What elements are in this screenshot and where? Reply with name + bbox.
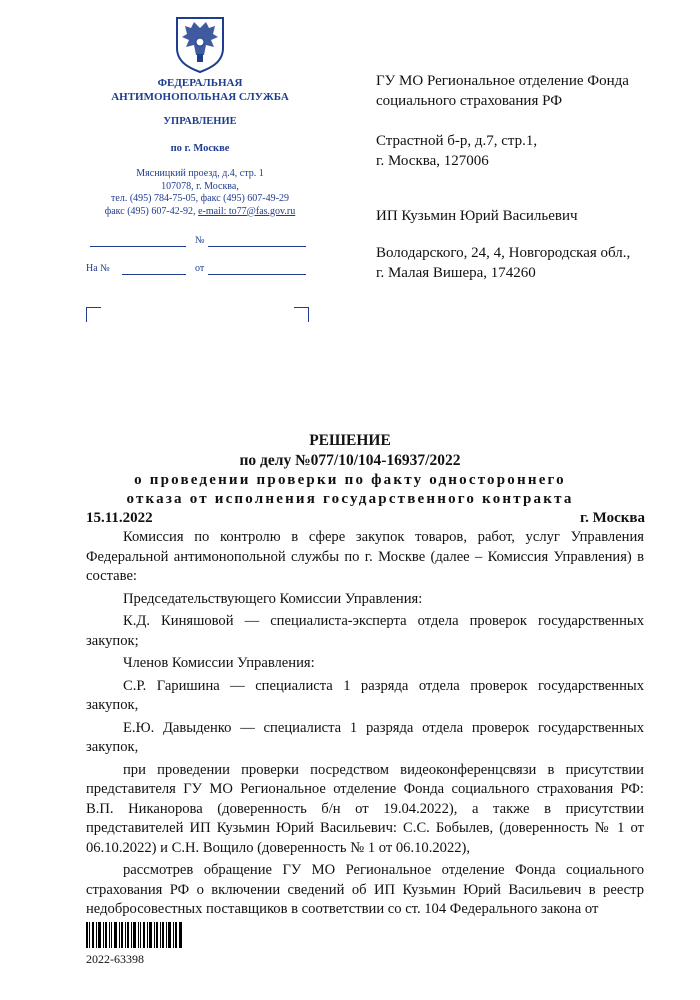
address-corner-right — [294, 307, 309, 322]
outgoing-number-blank — [90, 246, 186, 247]
paragraph-commission: Комиссия по контролю в сфере закупок товаров, работ, услуг Управления Федеральной антимонопольной службы по г. Москве (далее – Комиссия Управления) в составе: — [86, 529, 644, 584]
email-link[interactable]: e-mail: to77@fas.gov.ru — [198, 205, 296, 217]
address-corner-left — [86, 307, 101, 322]
department-title: УПРАВЛЕНИЕ — [163, 116, 237, 127]
number-sign: № — [195, 235, 205, 246]
paragraph-member-2: Е.Ю. Давыденко — специалиста 1 разряда отдела проверок государственных закупок, — [86, 719, 644, 755]
organization-name: ФЕДЕРАЛЬНАЯ АНТИМОНОПОЛЬНАЯ СЛУЖБА — [111, 77, 289, 103]
department-city: по г. Москве — [170, 143, 230, 154]
paragraph-attendance: при проведении проверки посредством видеоконференцсвязи в присутствии представителя ГУ МО Региональное отделение Фонда социального страхования РФ: В.П. Никанорова (доверенность б/н от 19.04.2022), а также в присутствии представителей ИП Кузьмин Юрий Васильевич: С.С. Бобылев, (доверенность № 1 от 06.10.2022) и С.Н. Вощило (доверенность № 1 от 06.10.2022), — [86, 761, 644, 856]
reference-number-label: На № — [86, 263, 110, 274]
paragraph-chair-heading: Председательствующего Комиссии Управления: — [123, 590, 423, 607]
reference-date-label: от — [195, 263, 205, 274]
recipient-2: ИП Кузьмин Юрий Васильевич — [376, 208, 578, 224]
paragraph-members-heading: Членов Комиссии Управления: — [123, 655, 315, 671]
body-text — [86, 528, 644, 923]
case-number: по делу №077/10/104-16937/2022 — [239, 452, 461, 469]
recipient-1: ГУ МО Региональное отделение Фонда социального страхования РФ — [376, 73, 629, 109]
barcode-number: 2022-63398 — [86, 952, 144, 966]
office-address: Мясницкий проезд, д.4, стр. 1 107078, г. Москва, тел. (495) 784-75-05, факс (495) 607-49-29 факс (495) 607-42-92, e-mail: to77@fas.gov.ru — [104, 168, 296, 217]
subject-line-1: о проведении проверки по факту одностороннего — [134, 472, 566, 488]
reference-number-blank — [122, 274, 186, 275]
decision-date: 15.11.2022 — [86, 510, 153, 526]
paragraph-member-1: С.Р. Гаришина — специалиста 1 разряда отдела проверок государственных закупок, — [86, 677, 644, 713]
subject-line-2: отказа от исполнения государственного контракта — [126, 491, 574, 507]
paragraph-considered: рассмотрев обращение ГУ МО Региональное отделение Фонда социального страхования РФ о включении сведений об ИП Кузьмин Юрий Васильевич в реестр недобросовестных поставщиков в соответствии со ст. 104 Федерального закона от — [86, 862, 644, 917]
barcode — [86, 922, 182, 948]
emblem-icon — [173, 14, 227, 74]
decision-place: г. Москва — [580, 510, 645, 526]
recipient-1-address: Страстной б-р, д.7, стр.1, г. Москва, 127006 — [376, 133, 538, 169]
reference-date-blank — [208, 274, 306, 275]
recipient-2-address: Володарского, 24, 4, Новгородская обл., г. Малая Вишера, 174260 — [376, 245, 631, 281]
document-title: РЕШЕНИЕ — [309, 432, 391, 449]
outgoing-date-blank — [208, 246, 306, 247]
paragraph-chair: К.Д. Киняшовой — специалиста-эксперта отдела проверок государственных закупок; — [86, 613, 644, 649]
